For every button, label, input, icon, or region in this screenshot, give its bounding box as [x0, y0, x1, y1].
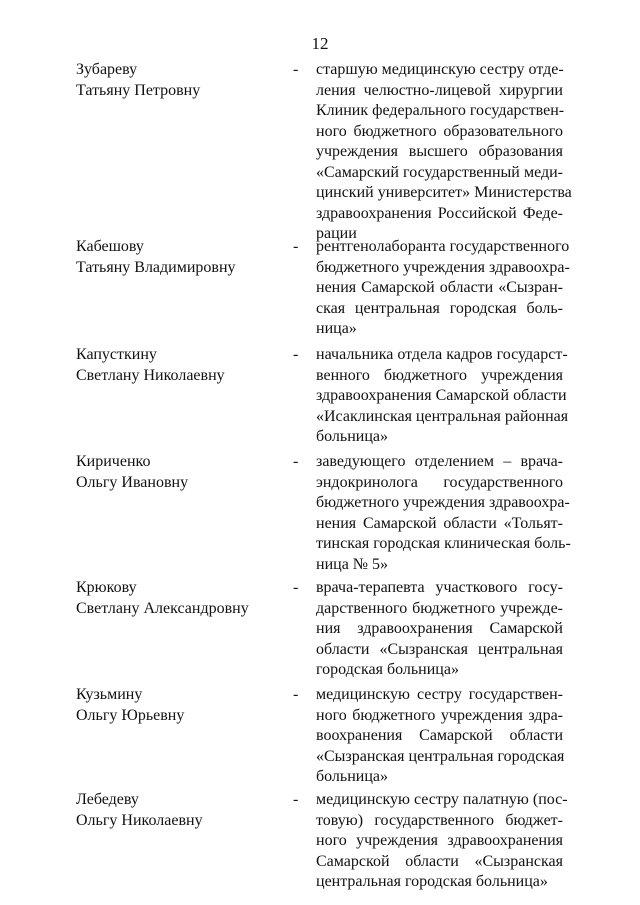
position-line: здравоохранения Самарской области — [316, 387, 567, 404]
position-line: учреждения высшего образования — [316, 143, 563, 160]
person-name — [76, 452, 276, 493]
surname: Кириченко — [76, 453, 151, 470]
position-line: центральная городская больница» — [316, 873, 548, 890]
surname: Зубареву — [76, 61, 138, 78]
page-number: 12 — [311, 34, 329, 53]
position-line: рации — [316, 225, 357, 242]
position-line: ния здравоохранения Самарской — [316, 620, 563, 637]
separator-dash: - — [293, 346, 299, 363]
position-line: рентгенолаборанта государственного — [316, 238, 570, 255]
surname: Кабешову — [76, 238, 144, 255]
position-line: ного бюджетного учреждения здра- — [316, 706, 563, 724]
position-line: ница № 5» — [316, 555, 389, 573]
surname: Капусткину — [76, 346, 157, 363]
position-line: ница» — [316, 320, 357, 337]
position-description — [316, 60, 572, 245]
person-name — [76, 578, 276, 619]
position-line: «Исаклинская центральная районная — [316, 407, 569, 425]
separator-dash: - — [293, 686, 299, 703]
position-line: старшую медицинскую сестру отде- — [316, 61, 564, 78]
position-line: товую) государственного бюджет- — [316, 811, 563, 829]
position-description — [316, 790, 568, 893]
position-line: ления челюстно-лицевой хирургии — [316, 81, 563, 99]
position-line: нения Самарской области «Сызран- — [316, 279, 563, 296]
position-line: дарственного бюджетного учрежде- — [316, 599, 563, 617]
separator-dash: - — [293, 61, 299, 78]
given-names: Светлану Александровну — [76, 599, 249, 617]
position-line: нения Самарской области «Тольят- — [316, 514, 563, 532]
position-line: ного учреждения здравоохранения — [316, 832, 563, 849]
position-line: больница» — [316, 768, 388, 785]
position-line: бюджетного учреждения здравоохра- — [316, 494, 570, 511]
given-names: Ольгу Ивановну — [76, 473, 189, 491]
position-line: «Самарский государственный меди- — [316, 163, 563, 181]
person-name — [76, 790, 276, 831]
position-line: области «Сызранская центральная — [316, 640, 563, 658]
position-line: ного бюджетного образовательного — [316, 122, 563, 140]
surname: Кузьмину — [76, 686, 143, 703]
position-line: цинский университет» Министерства — [316, 184, 572, 201]
surname: Лебедеву — [76, 791, 139, 808]
position-line: медицинскую сестру палатную (пос- — [316, 791, 568, 808]
position-description — [316, 685, 563, 788]
separator-dash: - — [293, 791, 299, 808]
position-description — [316, 237, 570, 340]
position-line: здравоохранения Российской Феде- — [316, 204, 563, 222]
position-line: больница» — [316, 428, 388, 445]
surname: Крюкову — [76, 579, 137, 596]
given-names: Ольгу Юрьевну — [76, 706, 185, 724]
given-names: Ольгу Николаевну — [76, 811, 203, 829]
position-line: тинская городская клиническая боль- — [316, 535, 571, 552]
position-line: Клиник федерального государствен- — [316, 102, 565, 119]
separator-dash: - — [293, 579, 299, 596]
position-line: бюджетного учреждения здравоохра- — [316, 258, 570, 276]
position-line: венного бюджетного учреждения — [316, 366, 563, 384]
position-line: заведующего отделением – врача- — [316, 453, 563, 470]
position-line: ская центральная городская боль- — [316, 299, 563, 317]
position-description — [316, 452, 571, 575]
person-name — [76, 60, 276, 101]
position-line: городская больница» — [316, 661, 459, 678]
position-line: медицинскую сестру государствен- — [316, 686, 563, 703]
position-line: врача-терапевта участкового госу- — [316, 579, 563, 596]
separator-dash: - — [293, 453, 299, 470]
person-name — [76, 685, 276, 726]
position-line: «Сызранская центральная городская — [316, 747, 565, 765]
separator-dash: - — [293, 238, 299, 255]
position-line: начальника отдела кадров государст- — [316, 346, 568, 363]
position-line: Самарской области «Сызранская — [316, 852, 563, 870]
given-names: Татьяну Владимировну — [76, 258, 236, 276]
position-description — [316, 345, 569, 448]
position-line: воохранения Самарской области — [316, 727, 563, 744]
given-names: Татьяну Петровну — [76, 81, 201, 99]
person-name — [76, 345, 276, 386]
given-names: Светлану Николаевну — [76, 366, 225, 384]
position-description — [316, 578, 563, 681]
position-line: эндокринолога государственного — [316, 473, 563, 491]
person-name — [76, 237, 276, 278]
